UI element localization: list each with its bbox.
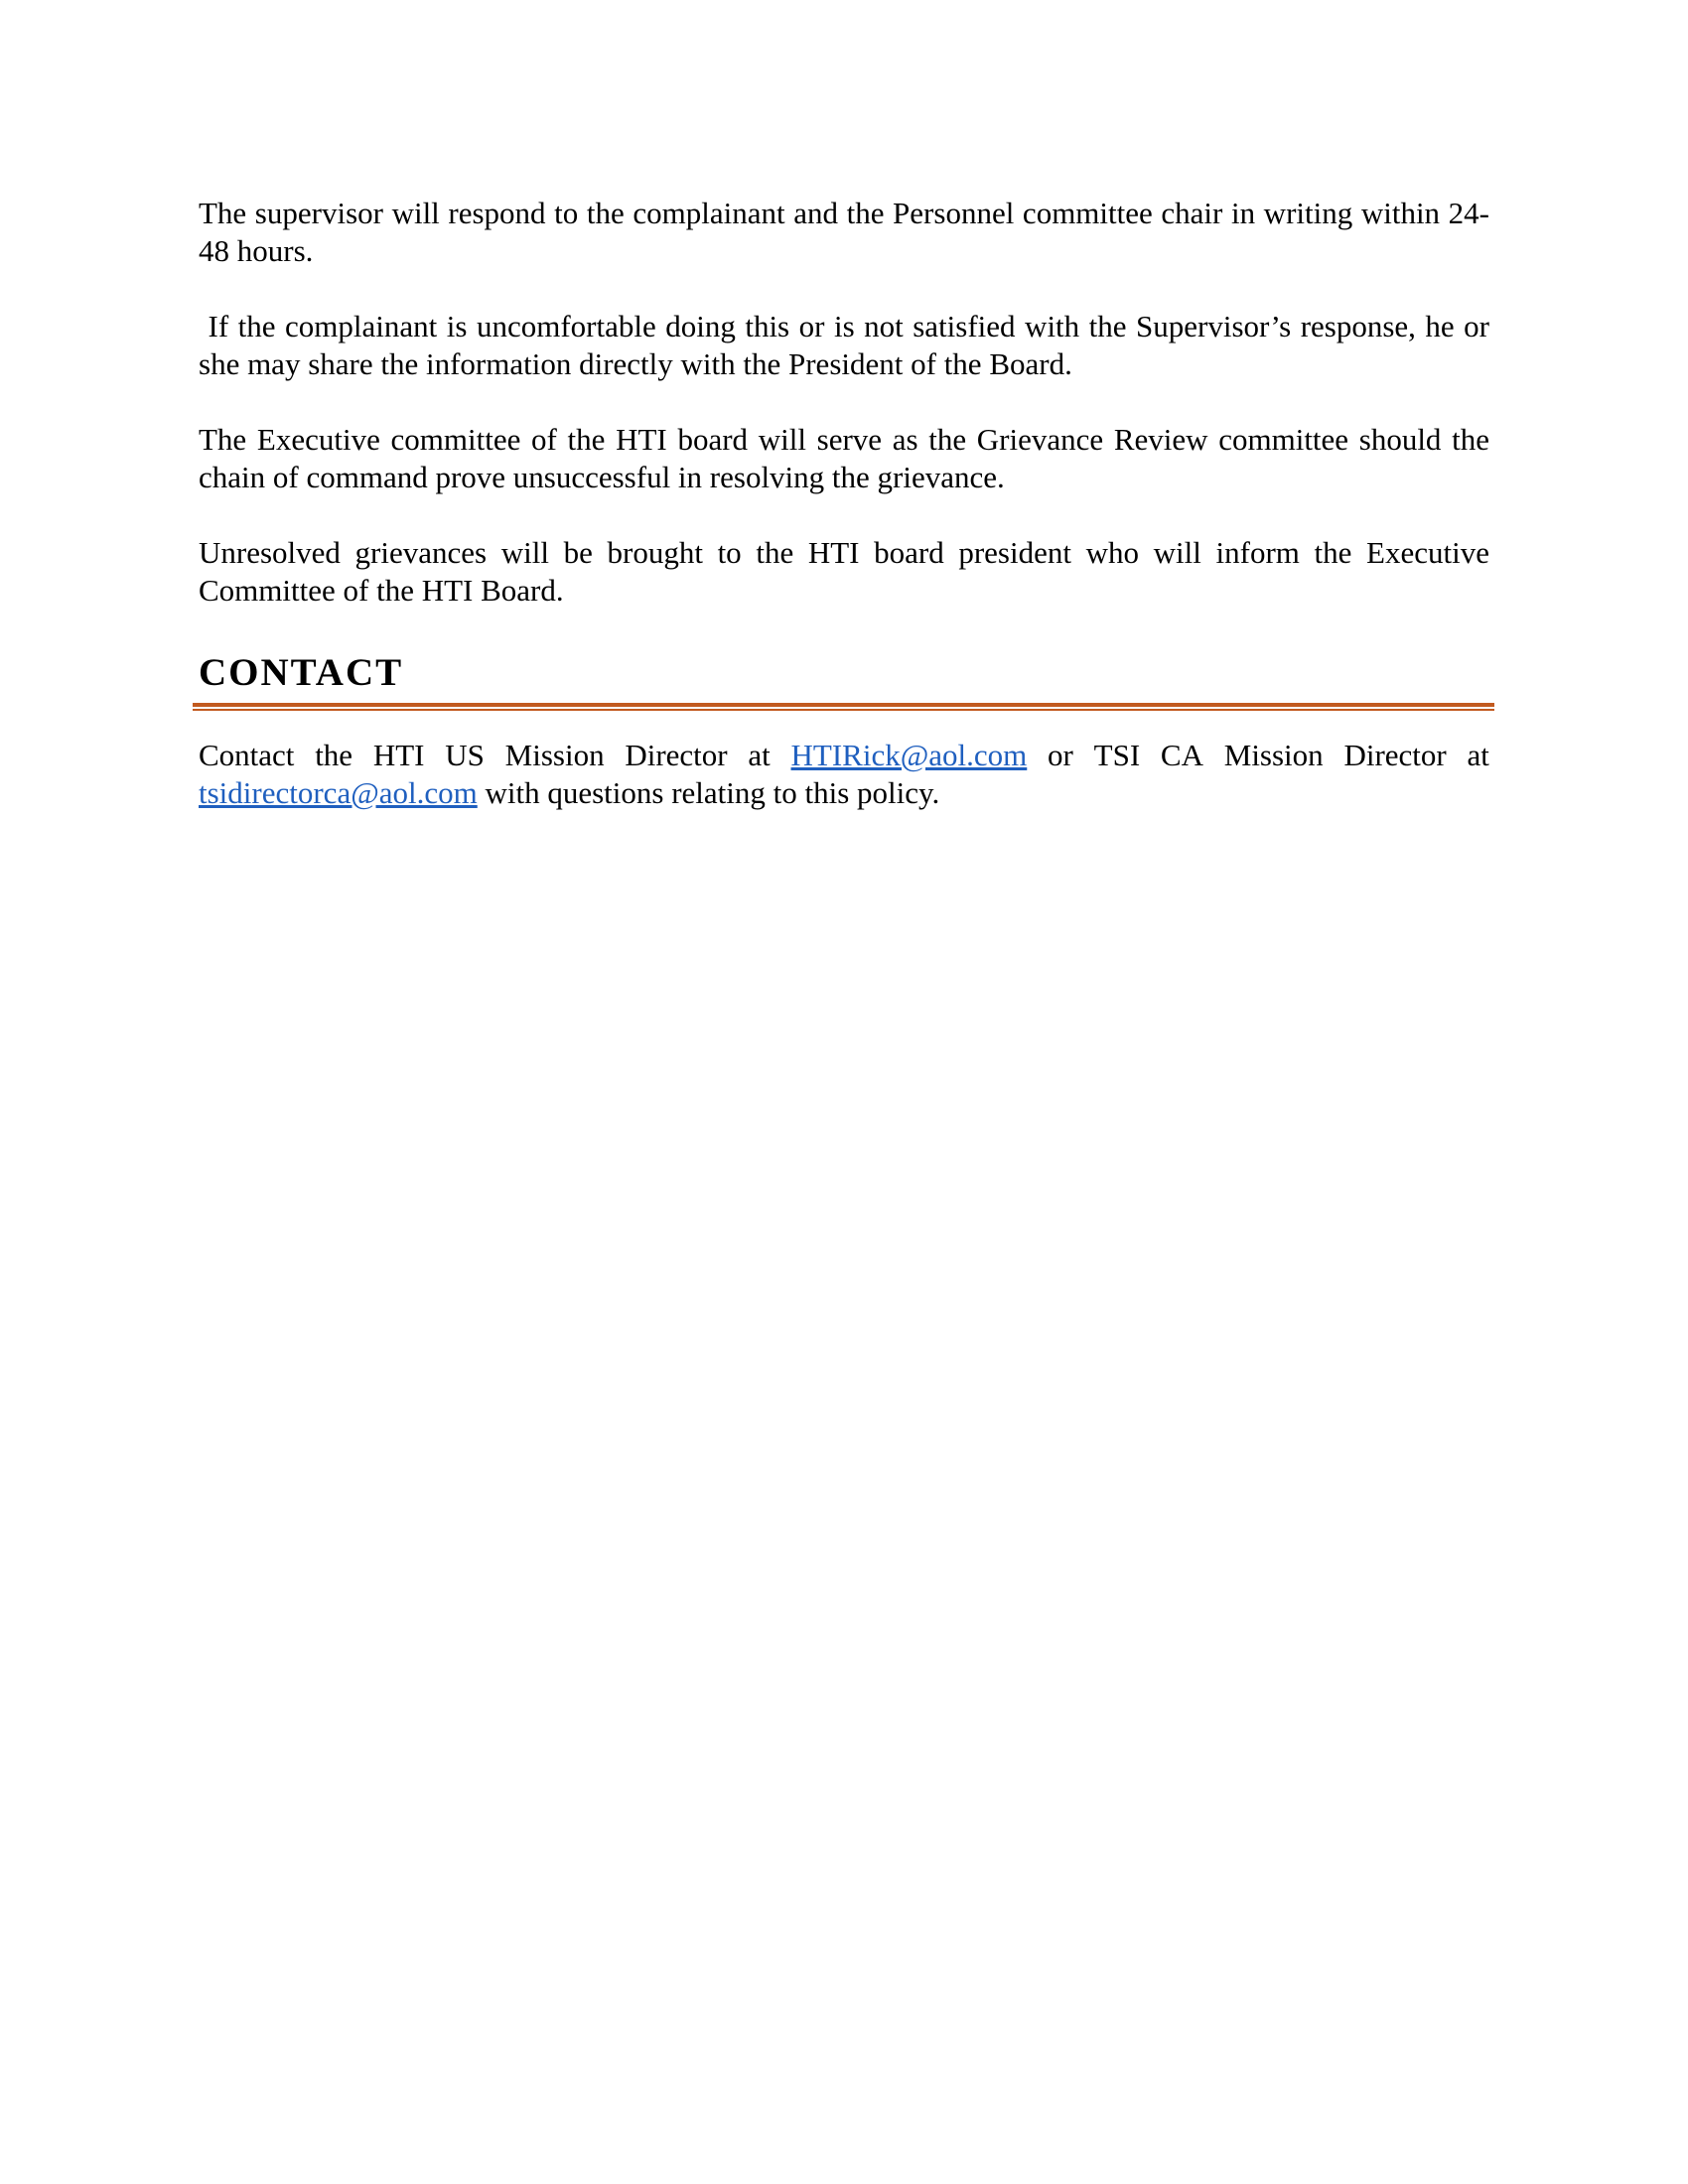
contact-word: the	[315, 738, 353, 772]
contact-word: Contact	[199, 738, 295, 772]
rule-thin-line	[193, 709, 1494, 711]
contact-word: at	[748, 738, 771, 772]
contact-word: or	[1048, 738, 1073, 772]
paragraph-complainant-uncomfortable: If the complainant is uncomfortable doing this or is not satisfied with the Supervisor’s response, he or she may share the information directly with the President of the Board.	[199, 309, 1497, 381]
section-heading-contact: CONTACT	[199, 651, 404, 694]
contact-word: Mission	[504, 738, 605, 772]
contact-word: US	[445, 738, 485, 772]
contact-word: CA	[1160, 738, 1203, 772]
contact-line-2	[199, 774, 1489, 812]
heading-underline-rule	[193, 703, 1494, 711]
contact-line-1	[199, 737, 1489, 774]
paragraph-unresolved-grievances: Unresolved grievances will be brought to the HTI board president who will inform the Executive Committee of the HTI Board.	[199, 535, 1489, 608]
paragraph-executive-committee: The Executive committee of the HTI board will serve as the Grievance Review committee should the chain of command prove unsuccessful in resolving the grievance.	[199, 422, 1489, 494]
contact-word: TSI	[1093, 738, 1141, 772]
contact-text-after: with questions relating to this policy.	[485, 775, 940, 810]
email-link-htirick[interactable]: HTIRick@aol.com	[790, 738, 1028, 772]
contact-word: Director	[1343, 738, 1447, 772]
contact-word: at	[1467, 738, 1489, 772]
paragraph-supervisor-response: The supervisor will respond to the complainant and the Personnel committee chair in writing within 24-48 hours.	[199, 196, 1489, 268]
contact-paragraph	[199, 737, 1489, 812]
document-body	[199, 195, 1497, 812]
email-link-tsidirectorca[interactable]: tsidirectorca@aol.com	[199, 775, 478, 810]
contact-word: Director	[625, 738, 728, 772]
contact-word: Mission	[1223, 738, 1324, 772]
contact-word: HTI	[372, 738, 425, 772]
